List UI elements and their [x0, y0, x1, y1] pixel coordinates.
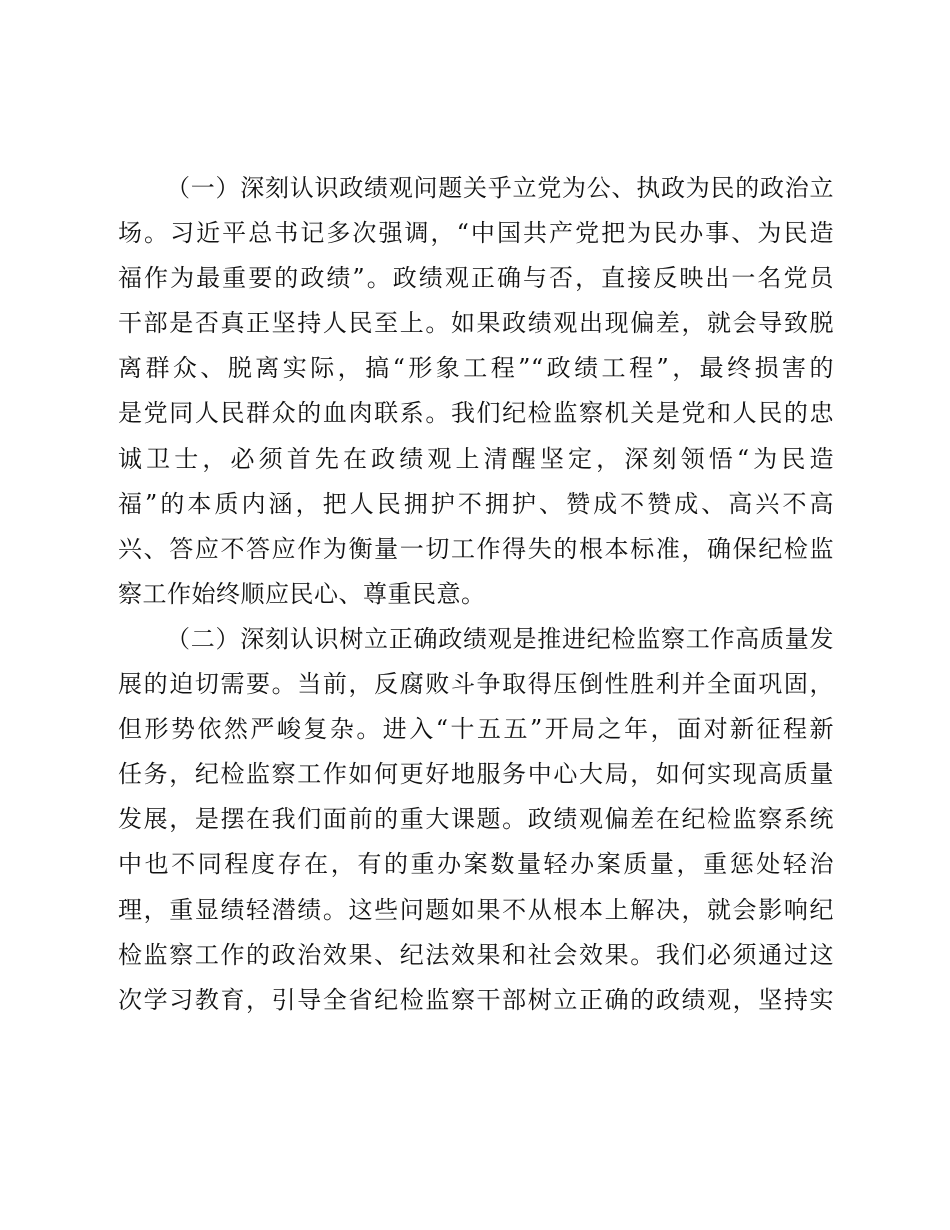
document-body: [118, 166, 834, 1023]
paragraph-1-heading: 深刻认识政绩观问题关乎立党为公、执政为民的政治立: [240, 174, 834, 202]
paragraph-2-line: 展的迫切需要。当前，反腐败斗争取得压倒性胜利并全面巩固，: [118, 670, 834, 699]
paragraph-2-heading-line: [118, 617, 834, 662]
paragraph-2-heading-prefix: （二）: [166, 624, 241, 653]
paragraph-2-line: 次学习教育，引导全省纪检监察干部树立正确的政绩观，坚持实: [118, 985, 834, 1014]
paragraph-1-heading-prefix: （一）: [166, 174, 241, 202]
paragraph-2-heading: 深刻认识树立正确政绩观是推进纪检监察工作高质量发: [240, 624, 834, 653]
paragraph-1-heading-line: [118, 166, 834, 211]
paragraph-2-line: 检监察工作的政治效果、纪法效果和社会效果。我们必须通过这: [118, 940, 834, 969]
paragraph-2-line: 理，重显绩轻潜绩。这些问题如果不从根本上解决，就会影响纪: [118, 895, 834, 924]
paragraph-1-line: 场。习近平总书记多次强调，“中国共产党把为民办事、为民造: [118, 219, 834, 248]
paragraph-1-line: 福”的本质内涵，把人民拥护不拥护、赞成不赞成、高兴不高: [118, 489, 834, 518]
paragraph-2-line: 但形势依然严峻复杂。进入“十五五”开局之年，面对新征程新: [118, 715, 834, 744]
paragraph-1-line: 诚卫士，必须首先在政绩观上清醒坚定，深刻领悟“为民造: [118, 444, 834, 473]
paragraph-1-line: 是党同人民群众的血肉联系。我们纪检监察机关是党和人民的忠: [118, 399, 834, 428]
paragraph-1-line: 兴、答应不答应作为衡量一切工作得失的根本标准，确保纪检监: [118, 534, 834, 563]
paragraph-1-line: 离群众、脱离实际，搞“形象工程”“政绩工程”，最终损害的: [118, 354, 834, 383]
paragraph-1-line: 察工作始终顺应民心、尊重民意。: [118, 579, 486, 608]
paragraph-1-line: 福作为最重要的政绩”。政绩观正确与否，直接反映出一名党员: [118, 264, 834, 293]
paragraph-2-line: 中也不同程度存在，有的重办案数量轻办案质量，重惩处轻治: [118, 850, 834, 879]
paragraph-2-line: 任务，纪检监察工作如何更好地服务中心大局，如何实现高质量: [118, 760, 834, 789]
paragraph-2-line: 发展，是摆在我们面前的重大课题。政绩观偏差在纪检监察系统: [118, 805, 834, 834]
paragraph-1-line: 干部是否真正坚持人民至上。如果政绩观出现偏差，就会导致脱: [118, 309, 834, 338]
